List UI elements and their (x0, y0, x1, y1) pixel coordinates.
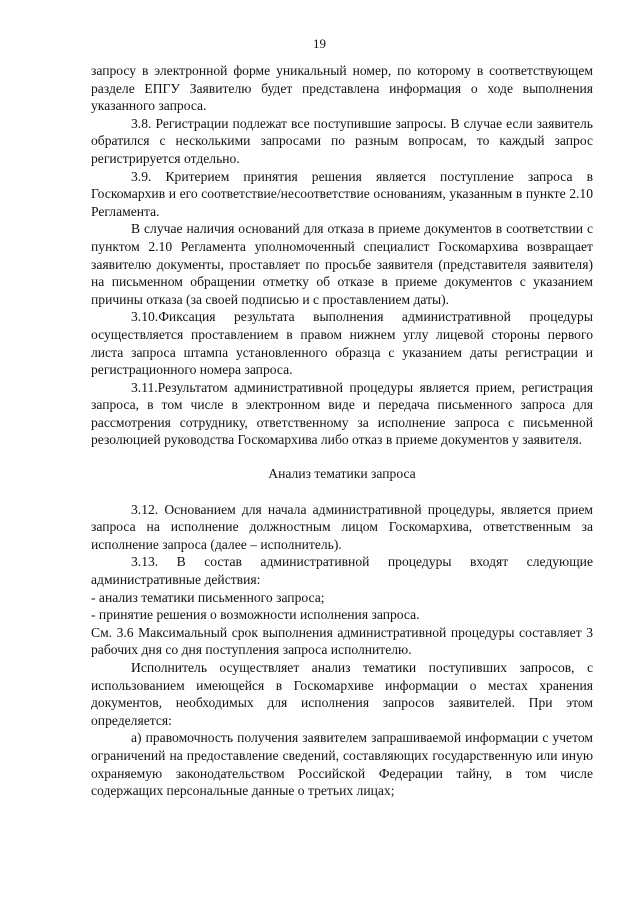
paragraph-max-duration: См. 3.6 Максимальный срок выполнения административной процедуры составляет 3 рабочих дня со дня поступления запроса исполнителю. (91, 624, 593, 658)
section-heading: Анализ тематики запроса (268, 466, 416, 482)
paragraph-3-8: 3.8. Регистрации подлежат все поступившие запросы. В случае если заявитель обратился с несколькими запросами по разным вопросам, то каждый запрос регистрируется отдельно. (91, 115, 593, 166)
paragraph-item-a: а) правомочность получения заявителем запрашиваемой информации с учетом ограничений на предоставление сведений, составляющих государственную или иную охраняемую законодательством Российской Федерации тайну, в том числе содержащих персональные данные о третьих лицах; (91, 730, 593, 799)
paragraph-3-10: 3.10.Фиксация результата выполнения административной процедуры осуществляется проставлением в правом нижнем углу лицевой стороны первого листа запроса штампа установленного образца с указанием даты регистрации и регистрационного номера запроса. (91, 309, 593, 378)
paragraph-3-9: 3.9. Критерием принятия решения является поступление запроса в Госкомархив и его соответствие/несоответствие основаниям, указанным в пункте 2.10 Регламента. (91, 168, 593, 219)
paragraph-analysis: Исполнитель осуществляет анализ тематики поступивших запросов, с использованием имеющейся в Госкомархиве информации о местах хранения документов, необходимых для исполнения запросов заявителей. При этом определяется: (91, 660, 593, 728)
document-body (91, 62, 593, 800)
paragraph-3-12: 3.12. Основанием для начала административной процедуры, является прием запроса на исполнение должностным лицом Госкомархива, ответственным за исполнение запроса (далее – исполнитель). (91, 501, 593, 552)
list-item: - анализ тематики письменного запроса; (91, 589, 325, 605)
paragraph-3-13: 3.13. В состав административной процедуры входят следующие административные действия: (91, 554, 593, 588)
page-number: 19 (313, 36, 326, 51)
paragraph-3-11: 3.11.Результатом административной процедуры является прием, регистрация запроса, в том числе в электронном виде и передача письменного запроса для рассмотрения сотруднику, ответственному за исполнение запроса с письменной резолюцией руководства Госкомархива либо отказ в приеме документов у заявителя. (91, 379, 593, 448)
paragraph-continuation: запросу в электронной форме уникальный номер, по которому в соответствующем разделе ЕПГУ Заявителю будет представлена информация о ходе выполнения указанного запроса. (91, 63, 593, 114)
list-item: - принятие решения о возможности исполнения запроса. (91, 607, 420, 623)
paragraph-refusal-case: В случае наличия оснований для отказа в приеме документов в соответствии с пунктом 2.10 Регламента уполномоченный специалист Госкомархива возвращает заявителю документы, проставляет по просьбе заявителя (представителя заявителя) на письменном обращении отметку об отказе в приеме документов с указанием причины отказа (за своей подписью и с проставлением даты). (91, 221, 593, 307)
